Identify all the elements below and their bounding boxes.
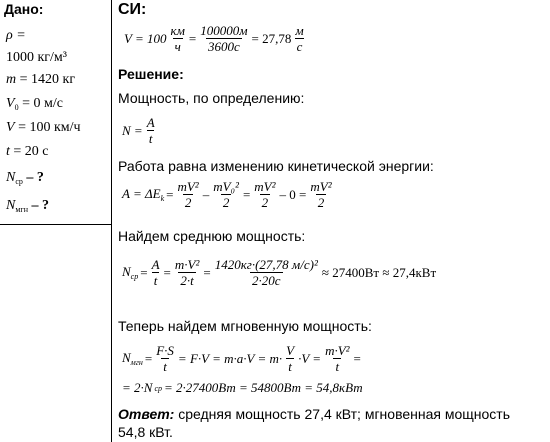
given-v0 xyxy=(6,96,63,112)
solution-title: Решение: xyxy=(118,66,184,82)
si-conversion xyxy=(124,24,306,53)
nmgn-symbol: N xyxy=(6,198,16,213)
answer-line2: 54,8 кВт. xyxy=(118,424,173,440)
nmgn-sub: мгн xyxy=(15,205,28,214)
si-frac-ms-num: м xyxy=(295,23,304,38)
work-term3: $\frac{\text{mV²}}{2}$ xyxy=(254,179,276,210)
rho-label xyxy=(6,28,26,44)
t-symbol: t xyxy=(6,144,10,159)
given-v xyxy=(6,120,81,136)
inst-frac1: $\frac{F\cdot S}{t}$ xyxy=(156,343,174,374)
si-frac-meters-num: 100000м xyxy=(200,23,248,38)
power-def-lhs: N = xyxy=(122,122,143,138)
nsr-question: – ? xyxy=(26,170,44,185)
mass-value: = 1420 кг xyxy=(19,72,76,87)
given-divider xyxy=(0,224,111,225)
si-frac-kmh-num: км xyxy=(170,23,185,38)
power-def-text: Мощность, по определению: xyxy=(118,90,305,106)
given-nmgn xyxy=(6,198,49,214)
nsr-sub: ср xyxy=(15,177,23,186)
answer-label: Ответ: xyxy=(118,406,175,422)
si-frac-ms-den: с xyxy=(296,39,303,54)
nmgn-question: – ? xyxy=(31,198,49,213)
si-eq2: = 27,78 xyxy=(251,30,292,46)
rho-symbol: ρ = xyxy=(6,28,26,43)
inst-line2: = 2·N ср = 2·27400Вт = 54800Вт = 54,8кВт xyxy=(122,380,363,395)
given-title: Дано: xyxy=(4,1,44,17)
v0-value: = 0 м/с xyxy=(22,96,63,111)
column-divider xyxy=(111,0,112,442)
si-frac-ms xyxy=(293,24,305,53)
given-mass xyxy=(6,72,75,88)
avg-lhs: $N_{ср}$ xyxy=(122,264,139,281)
avg-frac1: $\frac{A}{t}$ xyxy=(151,257,160,288)
answer-text: средняя мощность 27,4 кВт; мгновенная мощность xyxy=(178,406,511,422)
power-def-frac xyxy=(145,116,157,145)
avg-frac3: $\frac{\text{1420кг·(27,78 м/с)²}}{2\cdot 20с}$ xyxy=(214,257,318,288)
work-lhs: $A = \Delta E_k$ xyxy=(122,186,165,203)
given-nsr xyxy=(6,170,44,186)
avg-text: Найдем среднюю мощность: xyxy=(118,228,306,244)
work-eq: = xyxy=(166,186,174,202)
inst-mid2: ·V = xyxy=(298,350,322,366)
si-v-lhs: V = 100 xyxy=(124,30,167,46)
answer xyxy=(118,406,510,422)
t-value: = 20 с xyxy=(13,144,49,159)
si-frac-kmh-den: ч xyxy=(174,39,181,54)
work-minus0: – 0 = xyxy=(279,186,307,202)
work-term4: $\frac{\text{mV²}}{2}$ xyxy=(310,179,332,210)
power-def-num: A xyxy=(146,115,155,130)
power-def-den: t xyxy=(148,131,153,146)
inst-text: Теперь найдем мгновенную мощность: xyxy=(118,318,372,334)
si-frac-meters xyxy=(198,24,249,53)
power-def-formula xyxy=(122,116,157,145)
inst-mid: = F·V = m·a·V = m· xyxy=(177,350,283,366)
inst-formula: $N_{мгн}$ = $\frac{F\cdot S}{t}$ = F·V = m·a·V = m· $\frac{V}{t}$ ·V = $\frac{\text{m·V²}}{t}$ = xyxy=(122,343,361,374)
inst-lhs: $N_{мгн}$ xyxy=(122,350,143,367)
si-eq1: = xyxy=(188,30,197,46)
mass-symbol: m xyxy=(6,72,17,87)
v-value: = 100 км/ч xyxy=(18,120,81,135)
v-symbol: V xyxy=(6,120,15,135)
work-formula xyxy=(122,180,334,209)
avg-result: ≈ 27400Вт ≈ 27,4кВт xyxy=(321,264,437,280)
rho-value: 1000 кг/м³ xyxy=(6,50,67,65)
si-title: СИ: xyxy=(118,1,147,18)
work-text: Работа равна изменению кинетической энергии: xyxy=(118,158,434,174)
si-frac-kmh xyxy=(168,24,186,53)
inst-frac3: $\frac{\text{m·V²}}{t}$ xyxy=(325,343,350,374)
avg-formula: $N_{ср}$ = $\frac{A}{t}$ = $\frac{\text{m·V²}}{2\cdot t}$ = $\frac{\text{1420кг·(27,78 м/с)²}}{2\cdot 20с}$ ≈ 27400Вт ≈ 27,4кВт xyxy=(122,257,437,288)
avg-frac2: $\frac{\text{m·V²}}{2\cdot t}$ xyxy=(174,257,200,288)
given-t xyxy=(6,144,49,160)
avg-eq: = xyxy=(140,264,148,280)
si-frac-meters-den: 3600с xyxy=(207,39,240,54)
v0-symbol: V xyxy=(6,96,15,111)
work-term1: $\frac{\text{mV²}}{2}$ xyxy=(177,179,199,210)
work-eq2: = xyxy=(242,186,251,202)
inst-frac2: $\frac{V}{t}$ xyxy=(286,343,295,374)
v0-sub: 0 xyxy=(14,103,19,112)
work-term2: $\frac{\text{mV₀²}}{2}$ xyxy=(213,179,239,210)
nsr-symbol: N xyxy=(6,170,16,185)
work-minus: – xyxy=(202,186,210,202)
